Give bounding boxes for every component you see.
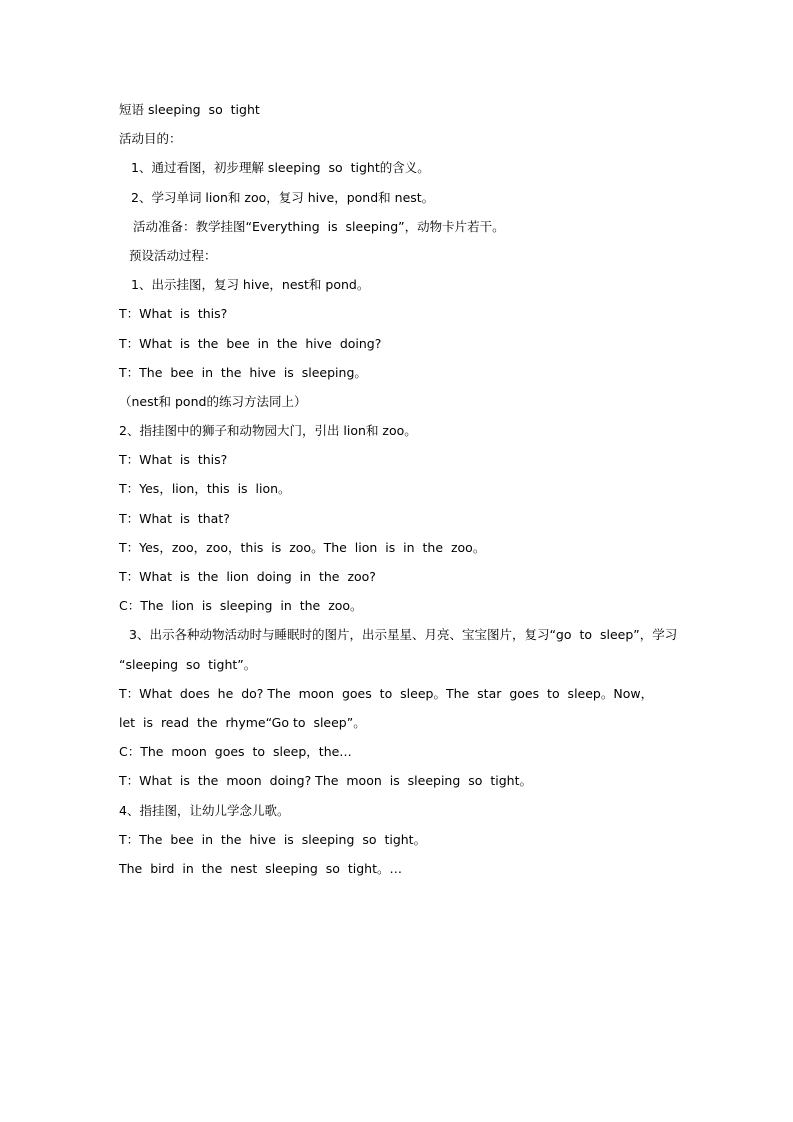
dialogue-line: C：The moon goes to sleep，the… [119,744,352,760]
document-body [119,100,679,888]
process-step-1: 1、出示挂图，复习 hive，nest和 pond。 [131,277,370,293]
dialogue-line: T：What is this? [119,306,228,322]
dialogue-line: T：What is the moon doing? The moon is sleeping so tight。 [119,773,532,789]
dialogue-line: T：What is the lion doing in the zoo? [119,569,376,584]
process-step-3-continued: “sleeping so tight”。 [119,656,257,672]
dialogue-line: T：What is this? [119,452,228,468]
activity-process-heading: 预设活动过程： [129,247,217,263]
rhyme-line: The bird in the nest sleeping so tight。… [119,860,402,876]
dialogue-line: T：Yes，zoo，zoo，this is zoo。The lion is in the zoo。 [119,539,486,555]
process-step-3: 3、出示各种动物活动时与睡眠时的图片，出示星星、月亮、宝宝图片，复习“go to sleep”，学习 [129,627,678,643]
dialogue-line: T：The bee in the hive is sleeping so tight。 [119,831,427,847]
goal-item-1: 1、通过看图，初步理解 sleeping so tight的含义。 [131,160,430,176]
activity-goals-heading: 活动目的： [119,131,182,147]
dialogue-line: T：Yes，lion，this is lion。 [119,481,291,497]
dialogue-line: C：The lion is sleeping in the zoo。 [119,598,363,614]
phrase-title: 短语 sleeping so tight [119,102,260,117]
goal-item-2: 2、学习单词 lion和 zoo，复习 hive，pond和 nest。 [131,189,435,205]
process-step-2: 2、指挂图中的狮子和动物园大门，引出 lion和 zoo。 [119,423,417,439]
process-step-4: 4、指挂图，让幼儿学念儿歌。 [119,802,290,818]
dialogue-line: T：The bee in the hive is sleeping。 [119,364,367,380]
dialogue-line: T：What is the bee in the hive doing? [119,335,382,351]
practice-note: （nest和 pond的练习方法同上） [119,393,307,409]
dialogue-line-continued: let is read the rhyme“Go to sleep”。 [119,714,366,730]
dialogue-line: T：What is that? [119,510,230,526]
activity-preparation: 活动准备：教学挂图“Everything is sleeping”，动物卡片若干。 [133,218,505,234]
dialogue-line: T：What does he do? The moon goes to sleep。The star goes to sleep。Now， [119,685,654,701]
